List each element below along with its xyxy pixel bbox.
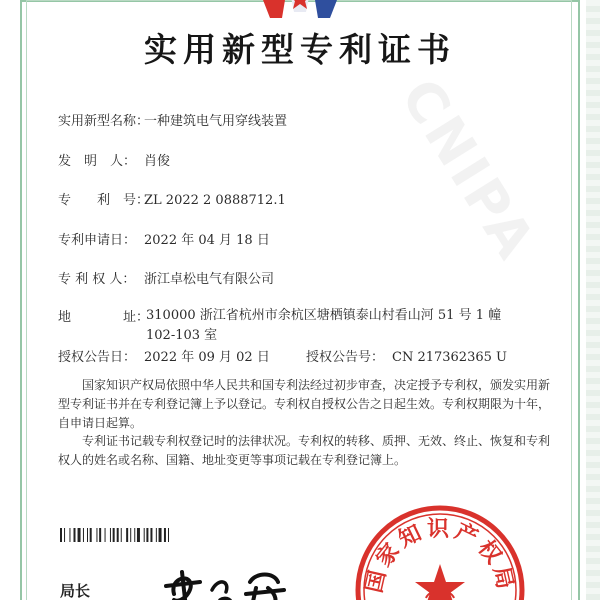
barcode-icon [60,528,232,542]
field-filing-date [58,229,270,248]
field-patentee [58,268,274,287]
barcode-bar [87,528,88,542]
field-label: 专利申请日： [58,233,137,248]
announcement-date-value: 2022 年 09 月 02 日 [144,350,270,365]
field-label: 专 利 号： [58,193,150,208]
inventor-value: 肖俊 [144,154,171,169]
field-label: 专 利 权 人： [58,272,136,287]
field-label: 授权公告号： [306,350,385,365]
cnipa-emblem-icon [248,0,352,24]
barcode-bar [144,528,145,542]
barcode-bar [90,528,92,542]
decorative-border-band [586,0,600,600]
barcode-bar [83,528,84,542]
grant-statement-paragraph: 国家知识产权局依照中华人民共和国专利法经过初步审查，决定授予专利权，颁发实用新型专利证书并在专利登记簿上予以登记。专利权自授权公告之日起生效。专利权期限为十年，自申请日起算。 [58,378,551,430]
address-value: 310000 浙江省杭州市余杭区塘栖镇泰山村看山河 51 号 1 幢 102-103 室 [146,308,502,343]
patentee-value: 浙江卓松电气有限公司 [144,272,275,287]
seal-text: 国家知识产权局 [362,517,518,596]
barcode-bar [156,528,157,542]
barcode-bar [159,528,162,542]
field-label: 地 址： [58,310,150,325]
field-label: 实用新型名称： [58,114,150,129]
barcode-bar [130,528,131,542]
barcode-bar [150,528,152,542]
filing-date-value: 2022 年 04 月 18 日 [144,233,270,248]
field-address-label [58,306,150,325]
director-signature-icon [160,560,300,600]
field-inventor [58,150,170,169]
barcode-bar [78,528,81,542]
field-label: 授权公告日： [58,350,137,365]
barcode-bar [69,528,70,542]
field-label: 发 明 人： [58,154,137,169]
barcode-bar [168,528,169,542]
barcode-bar [60,528,62,542]
barcode-bar [126,528,128,542]
barcode-bar [64,528,65,542]
barcode-bar [99,528,101,542]
barcode-bar [121,528,122,542]
legal-status-paragraph: 专利证书记载专利权登记时的法律状况。专利权的转移、质押、无效、终止、恢复和专利权人的姓名或名称、国籍、地址变更等事项记载在专利登记簿上。 [58,434,551,467]
utility-model-name-value: 一种建筑电气用穿线装置 [144,114,288,129]
barcode-bar [134,528,135,542]
field-announcement-number [306,346,507,365]
patent-number-value: ZL 2022 2 0888712.1 [144,193,286,208]
barcode-bar [113,528,115,542]
field-utility-model-name [58,110,287,129]
cnipa-watermark: CNIPA [388,67,549,273]
barcode-bar [96,528,97,542]
announcement-number-value: CN 217362365 U [392,350,507,365]
barcode-bar [105,528,106,542]
barcode-bar [137,528,140,542]
barcode-bar [110,528,111,542]
field-patent-number [58,189,286,208]
barcode-bar [164,528,166,542]
barcode-bar [74,528,76,542]
certificate-title: 实用新型专利证书 [144,30,456,69]
field-announcement-date [58,346,270,365]
official-seal-icon [352,502,528,600]
barcode-bar [146,528,148,542]
director-label: 局长 [60,582,91,600]
barcode-bar [117,528,119,542]
